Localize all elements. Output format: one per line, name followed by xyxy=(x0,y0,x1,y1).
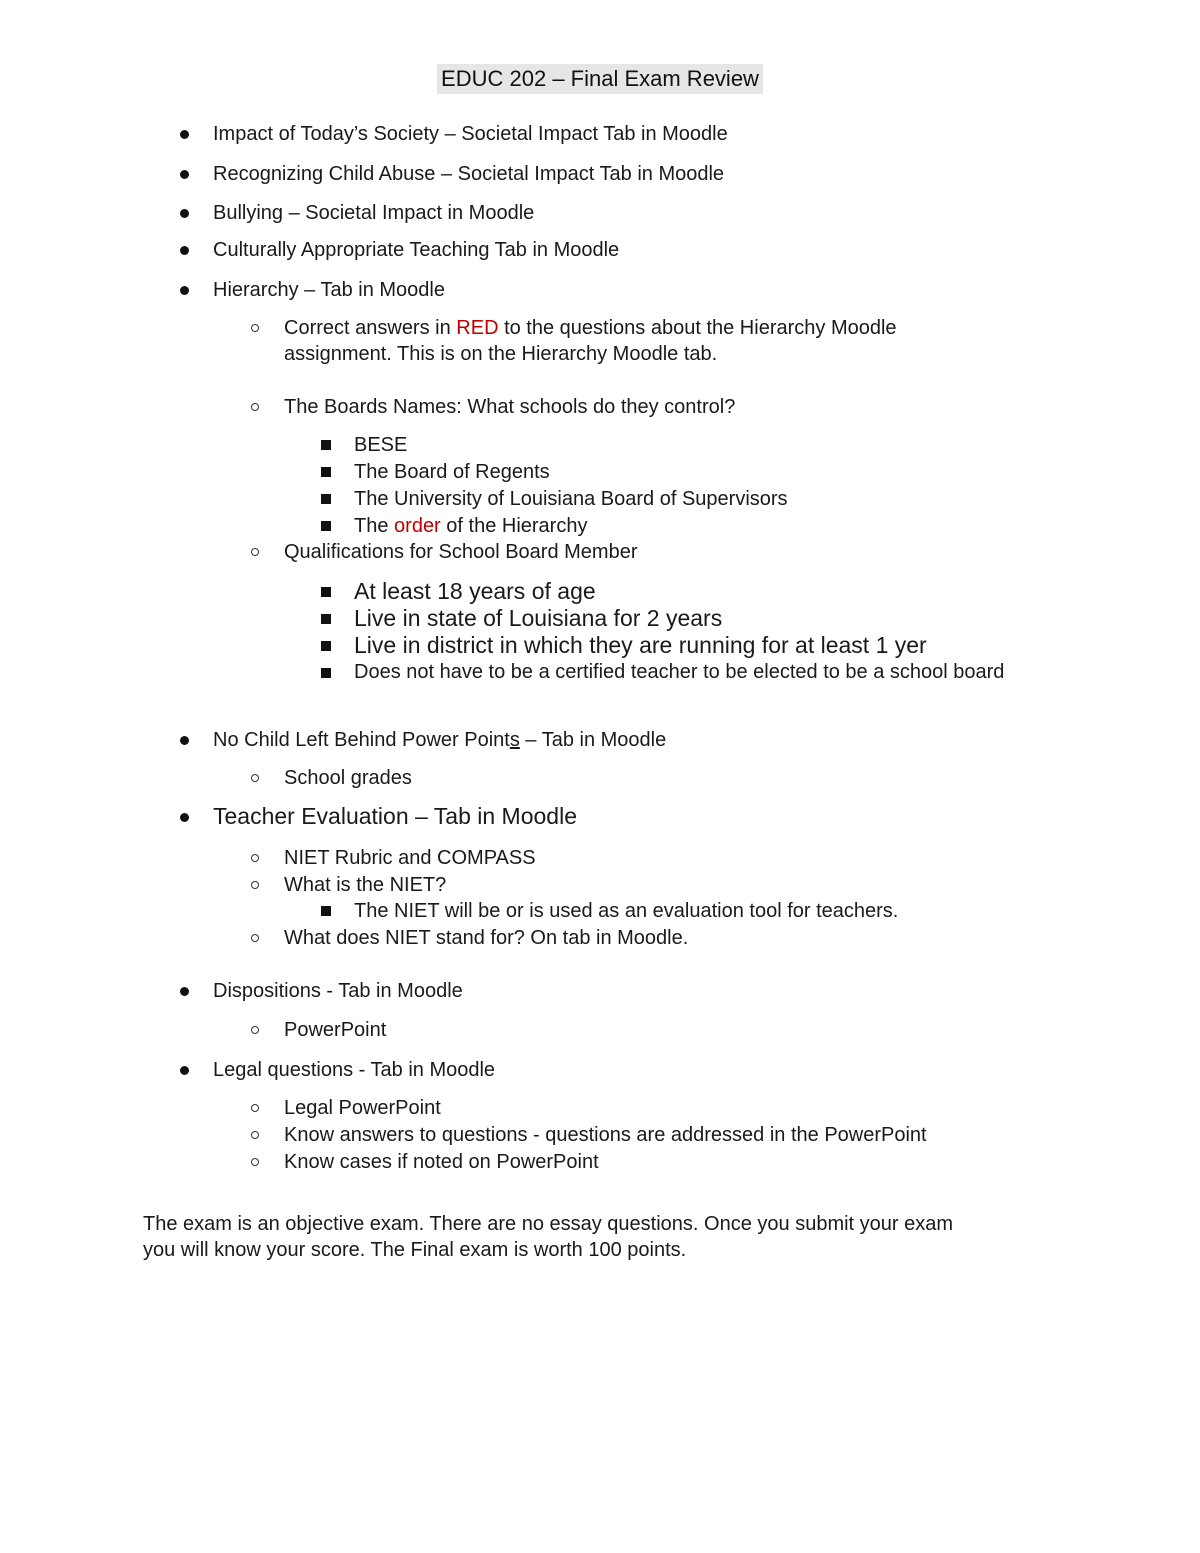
list-item: Legal questions - Tab in Moodle xyxy=(213,1059,496,1081)
list-item: Recognizing Child Abuse – Societal Impact Tab in Moodle xyxy=(213,163,725,185)
list-item: Teacher Evaluation – Tab in Moodle xyxy=(213,803,577,829)
square-bullet-icon xyxy=(321,467,331,477)
list-item: Hierarchy – Tab in Moodle xyxy=(213,279,445,301)
bullet-icon xyxy=(180,246,189,255)
red-emphasis: order xyxy=(394,515,441,537)
square-bullet-icon xyxy=(321,668,331,678)
bullet-icon xyxy=(180,736,189,745)
title-text: EDUC 202 – Final Exam Review xyxy=(437,64,763,94)
square-bullet-icon xyxy=(321,440,331,450)
circle-bullet-icon xyxy=(251,881,259,889)
square-bullet-icon xyxy=(321,614,331,624)
circle-bullet-icon xyxy=(251,1158,259,1166)
list-item: Correct answers in RED to the questions about the Hierarchy Moodle xyxy=(284,317,897,339)
circle-bullet-icon xyxy=(251,1131,259,1139)
list-item: Dispositions - Tab in Moodle xyxy=(213,980,463,1002)
circle-bullet-icon xyxy=(251,324,259,332)
list-item: Impact of Today’s Society – Societal Impact Tab in Moodle xyxy=(213,123,728,145)
list-item: Legal PowerPoint xyxy=(284,1097,441,1119)
bullet-icon xyxy=(180,286,189,295)
exam-note-line: you will know your score. The Final exam is worth 100 points. xyxy=(143,1239,687,1261)
list-item: Live in state of Louisiana for 2 years xyxy=(354,605,723,631)
exam-note-paragraph xyxy=(143,1211,1073,1263)
circle-bullet-icon xyxy=(251,1026,259,1034)
list-item: The order of the Hierarchy xyxy=(354,515,588,537)
square-bullet-icon xyxy=(321,521,331,531)
bullet-icon xyxy=(180,170,189,179)
list-item: The University of Louisiana Board of Supervisors xyxy=(354,488,788,510)
bullet-icon xyxy=(180,813,189,822)
list-item: What is the NIET? xyxy=(284,874,447,896)
page-title xyxy=(0,64,1200,94)
square-bullet-icon xyxy=(321,587,331,597)
circle-bullet-icon xyxy=(251,774,259,782)
list-item: The Board of Regents xyxy=(354,461,550,483)
list-item: At least 18 years of age xyxy=(354,578,596,604)
list-item: No Child Left Behind Power Points – Tab in Moodle xyxy=(213,729,667,751)
list-item: Qualifications for School Board Member xyxy=(284,541,638,563)
list-item: Bullying – Societal Impact in Moodle xyxy=(213,202,535,224)
bullet-icon xyxy=(180,1066,189,1075)
list-item-continuation: assignment. This is on the Hierarchy Moodle tab. xyxy=(284,343,718,365)
list-item: NIET Rubric and COMPASS xyxy=(284,847,536,869)
list-item: PowerPoint xyxy=(284,1019,387,1041)
circle-bullet-icon xyxy=(251,854,259,862)
list-item: Know cases if noted on PowerPoint xyxy=(284,1151,599,1173)
list-item: What does NIET stand for? On tab in Moodle. xyxy=(284,927,689,949)
bullet-icon xyxy=(180,209,189,218)
list-item: Does not have to be a certified teacher to be elected to be a school board xyxy=(354,661,1005,683)
square-bullet-icon xyxy=(321,906,331,916)
list-item: The Boards Names: What schools do they control? xyxy=(284,396,736,418)
circle-bullet-icon xyxy=(251,403,259,411)
list-item: The NIET will be or is used as an evaluation tool for teachers. xyxy=(354,900,899,922)
list-item: Know answers to questions - questions are addressed in the PowerPoint xyxy=(284,1124,927,1146)
circle-bullet-icon xyxy=(251,548,259,556)
square-bullet-icon xyxy=(321,494,331,504)
red-emphasis: RED xyxy=(456,317,499,339)
list-item: School grades xyxy=(284,767,412,789)
circle-bullet-icon xyxy=(251,1104,259,1112)
circle-bullet-icon xyxy=(251,934,259,942)
list-item: Live in district in which they are running for at least 1 yer xyxy=(354,632,927,658)
bullet-icon xyxy=(180,130,189,139)
list-item: BESE xyxy=(354,434,408,456)
bullet-icon xyxy=(180,987,189,996)
list-item: Culturally Appropriate Teaching Tab in Moodle xyxy=(213,239,620,261)
exam-note-line: The exam is an objective exam. There are no essay questions. Once you submit your exam xyxy=(143,1213,954,1235)
square-bullet-icon xyxy=(321,641,331,651)
